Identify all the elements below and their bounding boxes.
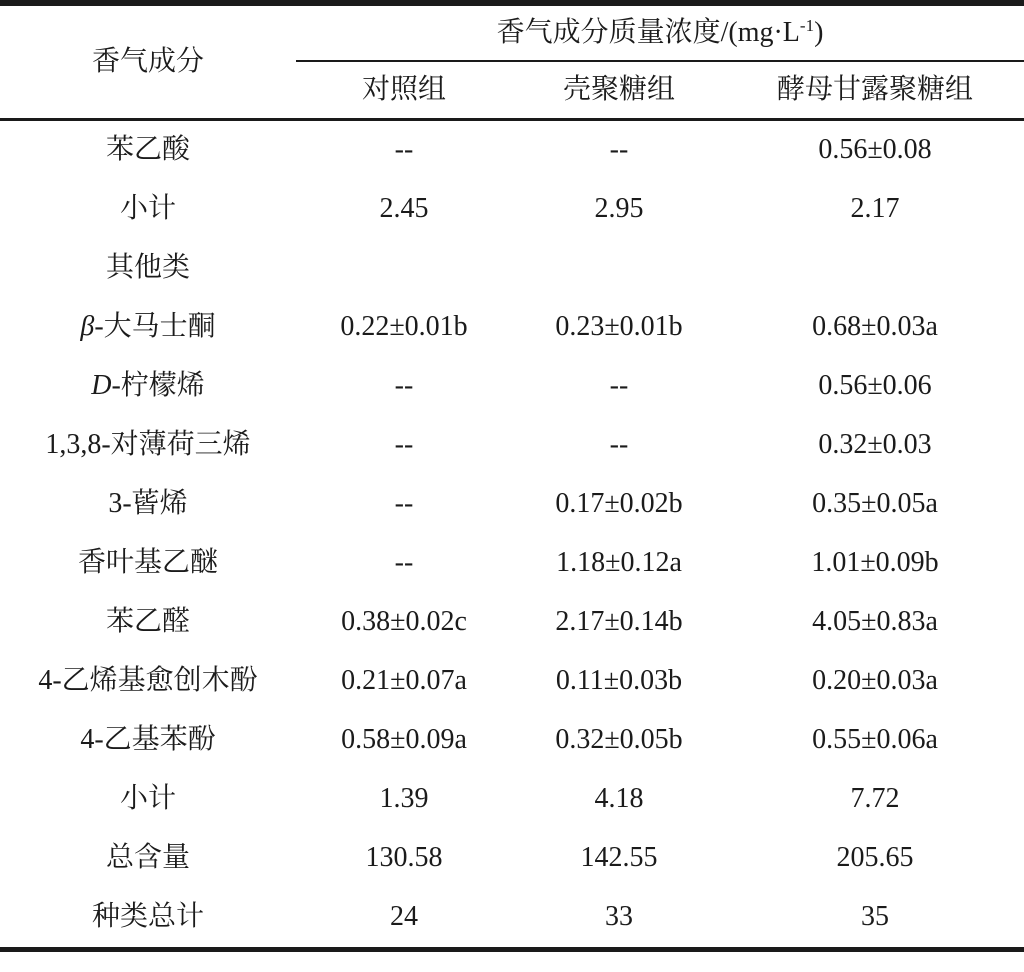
value-cell: 0.32±0.03 bbox=[818, 429, 932, 461]
value-cell: 130.58 bbox=[365, 842, 443, 874]
component-name-cell: 3-蒈烯 bbox=[108, 488, 188, 520]
value-cell: 2.17 bbox=[850, 193, 900, 225]
value-cell: -- bbox=[394, 429, 414, 461]
table-row bbox=[0, 711, 1024, 770]
value-cell: 2.45 bbox=[379, 193, 429, 225]
value-cell: 35 bbox=[861, 901, 889, 933]
value-cell: 4.05±0.83a bbox=[812, 606, 938, 638]
component-name-cell: 其他类 bbox=[105, 252, 190, 284]
component-name-cell: 4-乙烯基愈创木酚 bbox=[38, 665, 258, 697]
value-cell: 0.56±0.08 bbox=[818, 134, 932, 166]
value-cell: 2.17±0.14b bbox=[555, 606, 683, 638]
component-name-cell: β-大马士酮 bbox=[80, 311, 216, 343]
value-cell bbox=[512, 239, 726, 298]
value-cell: 0.17±0.02b bbox=[555, 488, 683, 520]
table-row bbox=[0, 416, 1024, 475]
value-cell bbox=[296, 239, 512, 298]
component-name-cell: 小计 bbox=[119, 193, 176, 225]
table-row bbox=[0, 770, 1024, 829]
value-cell: -- bbox=[394, 370, 414, 402]
table-row bbox=[0, 475, 1024, 534]
value-cell: 0.21±0.07a bbox=[341, 665, 467, 697]
component-name-cell: 香叶基乙醚 bbox=[77, 547, 218, 579]
table-row bbox=[0, 180, 1024, 239]
table-header bbox=[0, 3, 1024, 120]
value-cell: 142.55 bbox=[580, 842, 658, 874]
value-cell: 0.20±0.03a bbox=[812, 665, 938, 697]
table-row bbox=[0, 652, 1024, 711]
value-cell: -- bbox=[609, 429, 629, 461]
value-cell: -- bbox=[394, 134, 414, 166]
value-cell: 33 bbox=[605, 901, 633, 933]
value-cell: 0.35±0.05a bbox=[812, 488, 938, 520]
value-cell: 4.18 bbox=[594, 783, 644, 815]
component-name-cell: 小计 bbox=[119, 783, 176, 815]
component-name-cell: 4-乙基苯酚 bbox=[80, 724, 216, 756]
component-name-cell: 总含量 bbox=[105, 842, 190, 874]
table-row bbox=[0, 534, 1024, 593]
component-name-cell: D-柠檬烯 bbox=[91, 370, 205, 402]
value-cell: 1.01±0.09b bbox=[811, 547, 939, 579]
component-name-cell: 苯乙醛 bbox=[105, 606, 190, 638]
yeast-mannan-group-header: 酵母甘露聚糖组 bbox=[726, 61, 1024, 120]
italic-prefix: D bbox=[91, 370, 112, 402]
value-cell: -- bbox=[394, 488, 414, 520]
value-cell: 0.58±0.09a bbox=[341, 724, 467, 756]
value-cell bbox=[726, 239, 1024, 298]
chitosan-group-header: 壳聚糖组 bbox=[512, 61, 726, 120]
value-cell: 7.72 bbox=[850, 783, 900, 815]
component-name-cell: 苯乙酸 bbox=[105, 134, 190, 166]
unit-superscript: -1 bbox=[799, 16, 815, 36]
table-row bbox=[0, 120, 1024, 181]
table-row bbox=[0, 357, 1024, 416]
table-row bbox=[0, 239, 1024, 298]
value-cell: 1.18±0.12a bbox=[556, 547, 682, 579]
concentration-unit-header bbox=[296, 3, 1024, 61]
value-cell: 0.23±0.01b bbox=[555, 311, 683, 343]
component-column-header: 香气成分 bbox=[0, 3, 296, 120]
italic-prefix: β bbox=[80, 311, 95, 343]
table-row bbox=[0, 593, 1024, 652]
table-row bbox=[0, 888, 1024, 950]
value-cell: 0.56±0.06 bbox=[818, 370, 932, 402]
table-body bbox=[0, 120, 1024, 950]
control-group-header: 对照组 bbox=[296, 61, 512, 120]
value-cell: 0.38±0.02c bbox=[341, 606, 467, 638]
value-cell: 2.95 bbox=[594, 193, 644, 225]
unit-close-paren: ) bbox=[814, 16, 824, 48]
value-cell: 1.39 bbox=[379, 783, 429, 815]
table-row bbox=[0, 298, 1024, 357]
value-cell: -- bbox=[609, 370, 629, 402]
value-cell: 0.32±0.05b bbox=[555, 724, 683, 756]
component-name-cell: 1,3,8-对薄荷三烯 bbox=[45, 429, 251, 461]
value-cell: 0.68±0.03a bbox=[812, 311, 938, 343]
value-cell: 205.65 bbox=[836, 842, 914, 874]
header-row-top bbox=[0, 3, 1024, 61]
value-cell: 24 bbox=[390, 901, 418, 933]
concentration-unit-label: 香气成分质量浓度/(mg·L bbox=[496, 16, 800, 48]
value-cell: -- bbox=[609, 134, 629, 166]
value-cell: 0.55±0.06a bbox=[812, 724, 938, 756]
table-row bbox=[0, 829, 1024, 888]
value-cell: 0.22±0.01b bbox=[340, 311, 468, 343]
value-cell: 0.11±0.03b bbox=[555, 665, 683, 697]
value-cell: -- bbox=[394, 547, 414, 579]
component-name-cell: 种类总计 bbox=[91, 901, 204, 933]
